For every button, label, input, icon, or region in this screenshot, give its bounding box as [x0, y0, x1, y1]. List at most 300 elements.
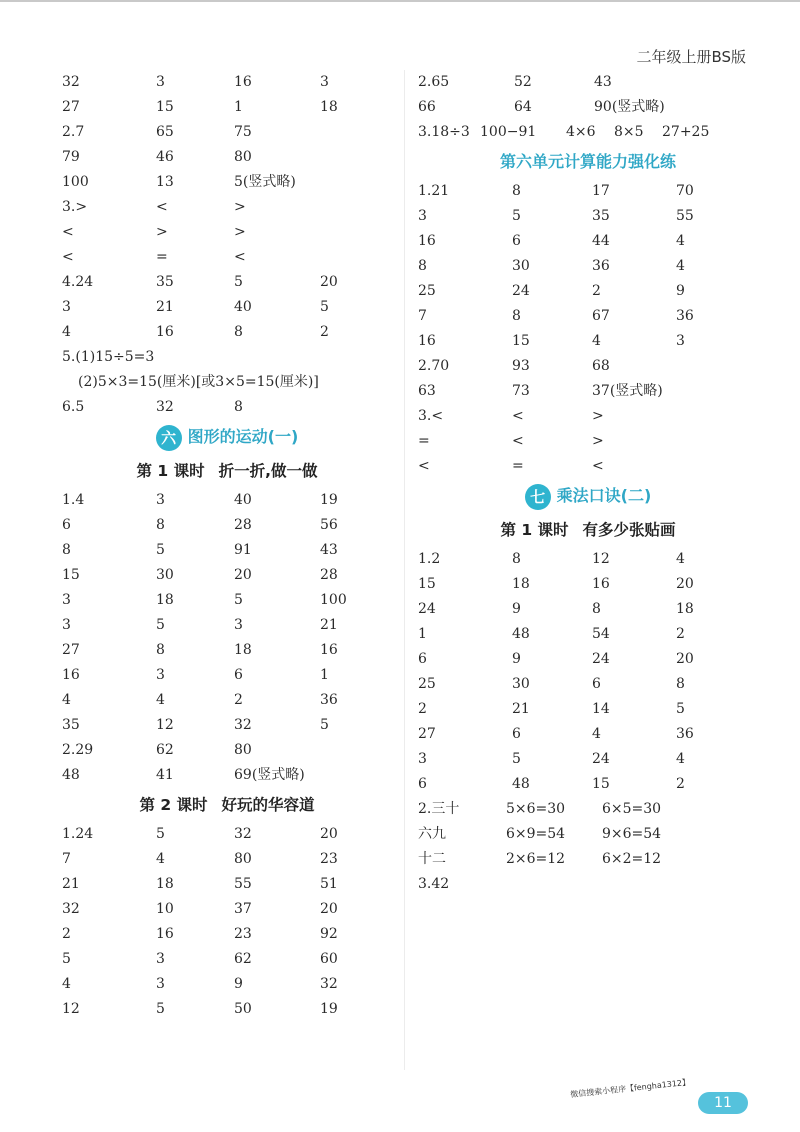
answer-row	[418, 254, 758, 279]
answer-cell: 6.5	[62, 399, 85, 415]
answer-row	[62, 763, 392, 788]
answer-cell: 91	[234, 542, 252, 558]
answer-cell: 62	[156, 742, 174, 758]
answer-cell: 30	[156, 567, 174, 583]
answer-cell: 8	[592, 601, 601, 617]
answer-cell: 14	[592, 701, 610, 717]
answer-cell: 56	[320, 517, 338, 533]
answer-cell: 12	[156, 717, 174, 733]
answer-cell: 2	[592, 283, 601, 299]
answer-cell: 7	[418, 308, 427, 324]
answer-cell: 1.21	[418, 183, 450, 199]
answer-cell: =	[156, 249, 168, 265]
answer-cell: 18	[234, 642, 252, 658]
answer-cell: 30	[512, 258, 530, 274]
answer-row	[62, 947, 392, 972]
answer-row-q5-1	[62, 345, 392, 370]
answer-row	[62, 120, 392, 145]
answer-cell: 3	[156, 492, 165, 508]
answer-cell: <	[156, 199, 168, 215]
answer-cell: 52	[514, 74, 532, 90]
answer-cell: 40	[234, 492, 252, 508]
answer-row	[418, 747, 758, 772]
answer-cell: 25	[418, 283, 436, 299]
answer-cell: 20	[320, 901, 338, 917]
answer-cell: 3	[156, 74, 165, 90]
answer-cell: 9	[676, 283, 685, 299]
answer-cell: 60	[320, 951, 338, 967]
answer-cell: 41	[156, 767, 174, 783]
lesson-2-title	[62, 788, 392, 822]
answer-cell: >	[592, 433, 604, 449]
answer-cell: 3	[418, 208, 427, 224]
answer-cell: 2.7	[62, 124, 85, 140]
answer-cell: 80	[234, 149, 252, 165]
answer-cell: 5	[320, 299, 329, 315]
answer-cell: 1	[320, 667, 329, 683]
answer-cell: <	[62, 224, 74, 240]
answer-row	[62, 922, 392, 947]
answer-text: 3.42	[418, 876, 450, 892]
answer-cell: 100−91	[480, 124, 537, 140]
answer-cell: 16	[234, 74, 252, 90]
answer-row	[62, 588, 392, 613]
answer-row	[62, 170, 392, 195]
answer-cell: 9	[512, 651, 521, 667]
answer-cell: 36	[592, 258, 610, 274]
answer-cell: 63	[418, 383, 436, 399]
lesson-name: 有多少张贴画	[582, 521, 676, 539]
answer-cell: 23	[320, 851, 338, 867]
answer-cell: 69(竖式略)	[234, 767, 305, 783]
lesson-2-answers	[62, 822, 392, 1022]
answer-row	[418, 70, 758, 95]
left-column	[62, 70, 392, 1022]
answer-cell: 4	[676, 751, 685, 767]
answer-cell: 6	[512, 233, 521, 249]
answer-cell: 36	[676, 726, 694, 742]
answer-cell: 48	[62, 767, 80, 783]
answer-cell: 92	[320, 926, 338, 942]
answer-row	[418, 404, 758, 429]
answer-cell: 1	[418, 626, 427, 642]
answer-cell: 16	[592, 576, 610, 592]
answer-cell: 35	[62, 717, 80, 733]
answer-cell: 15	[592, 776, 610, 792]
answer-cell: 1.2	[418, 551, 441, 567]
lesson-1-title-right	[418, 513, 758, 547]
answer-cell: 4	[62, 692, 71, 708]
answer-cell: 15	[418, 576, 436, 592]
answer-row	[62, 220, 392, 245]
unit-7-name: 乘法口诀(二)	[556, 486, 652, 505]
answer-block-top	[62, 70, 392, 345]
top-edge-rule	[0, 0, 800, 2]
answer-cell: 100	[320, 592, 347, 608]
answer-cell: 35	[156, 274, 174, 290]
answer-cell: >	[592, 408, 604, 424]
answer-cell: 48	[512, 776, 530, 792]
answer-cell: 2.三十	[418, 801, 460, 817]
answer-cell: 8	[156, 517, 165, 533]
answer-cell: 2.29	[62, 742, 94, 758]
section-answers	[418, 179, 758, 479]
answer-row	[418, 772, 758, 797]
answer-row	[418, 647, 758, 672]
answer-cell: 8	[512, 551, 521, 567]
answer-cell: 55	[676, 208, 694, 224]
answer-cell: 35	[592, 208, 610, 224]
answer-cell: 3.18÷3	[418, 124, 470, 140]
answer-cell: 21	[320, 617, 338, 633]
answer-cell: 4	[62, 976, 71, 992]
answer-cell: 25	[418, 676, 436, 692]
answer-cell: 8	[156, 642, 165, 658]
right-column	[418, 70, 758, 897]
lesson-1-answers	[62, 488, 392, 788]
answer-cell: 3	[676, 333, 685, 349]
answer-row	[62, 847, 392, 872]
answer-row	[418, 379, 758, 404]
answer-cell: 2	[62, 926, 71, 942]
answer-cell: 2	[418, 701, 427, 717]
answer-text: (2)5×3=15(厘米)[或3×5=15(厘米)]	[78, 374, 319, 390]
answer-row-q3-right	[418, 872, 758, 897]
answer-cell: 4	[592, 726, 601, 742]
answer-cell: 18	[156, 592, 174, 608]
answer-cell: 21	[156, 299, 174, 315]
lesson-number: 第 2 课时	[139, 796, 208, 814]
answer-cell: 1.4	[62, 492, 85, 508]
page-number: 11	[698, 1092, 748, 1114]
answer-cell: 5(竖式略)	[234, 174, 296, 190]
answer-cell: 5	[62, 951, 71, 967]
answer-row	[62, 295, 392, 320]
answer-cell: 8	[418, 258, 427, 274]
answer-row	[418, 597, 758, 622]
answer-cell: 10	[156, 901, 174, 917]
answer-cell: 4	[592, 333, 601, 349]
unit-6-title	[62, 420, 392, 454]
answer-cell: 15	[512, 333, 530, 349]
answer-cell: 12	[592, 551, 610, 567]
answer-cell: 6	[62, 517, 71, 533]
answer-cell: 30	[512, 676, 530, 692]
answer-row-q3	[418, 120, 758, 145]
section-title: 第六单元计算能力强化练	[499, 152, 676, 171]
answer-cell: 62	[234, 951, 252, 967]
answer-row	[418, 279, 758, 304]
answer-row	[62, 270, 392, 295]
answer-cell: 8	[512, 308, 521, 324]
lesson-number: 第 1 课时	[500, 521, 569, 539]
answer-cell: 9	[234, 976, 243, 992]
answer-cell: =	[418, 433, 430, 449]
answer-row	[418, 572, 758, 597]
answer-cell: 2	[234, 692, 243, 708]
answer-cell: 6	[418, 776, 427, 792]
answer-cell: 5	[156, 826, 165, 842]
answer-cell: 65	[156, 124, 174, 140]
answer-row-q6	[62, 395, 392, 420]
answer-cell: 24	[592, 651, 610, 667]
answer-cell: 44	[592, 233, 610, 249]
answer-cell: 18	[320, 99, 338, 115]
answer-cell: 67	[592, 308, 610, 324]
answer-cell: 8	[62, 542, 71, 558]
answer-cell: 4	[676, 233, 685, 249]
answer-row	[62, 70, 392, 95]
answer-cell: 20	[676, 576, 694, 592]
answer-cell: <	[512, 408, 524, 424]
answer-cell: 4×6	[566, 124, 596, 140]
answer-row	[62, 195, 392, 220]
answer-cell: 2	[676, 626, 685, 642]
answer-cell: 37	[234, 901, 252, 917]
answer-row	[62, 513, 392, 538]
answer-row	[62, 563, 392, 588]
answer-cell: 6	[512, 726, 521, 742]
answer-cell: 16	[418, 333, 436, 349]
answer-row	[418, 697, 758, 722]
answer-cell: 27+25	[662, 124, 710, 140]
answer-cell: 17	[592, 183, 610, 199]
answer-row	[418, 672, 758, 697]
answer-cell: 6×5=30	[602, 801, 662, 817]
answer-cell: 6	[418, 651, 427, 667]
answer-cell: 79	[62, 149, 80, 165]
answer-cell: 8	[234, 399, 243, 415]
answer-row	[62, 897, 392, 922]
answer-cell: 六九	[418, 826, 446, 842]
answer-cell: 27	[418, 726, 436, 742]
answer-cell: 15	[62, 567, 80, 583]
answer-cell: 32	[62, 74, 80, 90]
answer-cell: 5	[156, 617, 165, 633]
answer-cell: 4	[676, 258, 685, 274]
answer-cell: 3	[320, 74, 329, 90]
answer-cell: 43	[594, 74, 612, 90]
answer-row	[418, 179, 758, 204]
answer-cell: >	[234, 199, 246, 215]
answer-cell: 43	[320, 542, 338, 558]
answer-cell: 46	[156, 149, 174, 165]
answer-cell: <	[234, 249, 246, 265]
answer-cell: 54	[592, 626, 610, 642]
answer-cell: 5	[234, 592, 243, 608]
answer-cell: 7	[62, 851, 71, 867]
lesson-1-answers-right	[418, 547, 758, 797]
answer-cell: <	[512, 433, 524, 449]
answer-row	[62, 488, 392, 513]
answer-cell: 24	[418, 601, 436, 617]
answer-row-q5-2	[62, 370, 392, 395]
answer-cell: 2	[676, 776, 685, 792]
answer-cell: <	[62, 249, 74, 265]
answer-cell: 27	[62, 642, 80, 658]
answer-cell: >	[156, 224, 168, 240]
answer-cell: 75	[234, 124, 252, 140]
answer-row	[418, 429, 758, 454]
lesson-number: 第 1 课时	[136, 462, 205, 480]
answer-row	[418, 847, 758, 872]
answer-cell: 5	[512, 751, 521, 767]
answer-cell: 16	[156, 324, 174, 340]
answer-cell: 73	[512, 383, 530, 399]
answer-row	[62, 822, 392, 847]
answer-cell: 9×6=54	[602, 826, 662, 842]
answer-cell: 100	[62, 174, 89, 190]
answer-row	[62, 95, 392, 120]
unit-6-badge: 六	[156, 425, 182, 451]
answer-block-top-right	[418, 70, 758, 120]
answer-cell: 19	[320, 1001, 338, 1017]
answer-cell: 36	[320, 692, 338, 708]
unit-7-title	[418, 479, 758, 513]
answer-cell: 24	[592, 751, 610, 767]
answer-row	[418, 354, 758, 379]
answer-cell: 32	[320, 976, 338, 992]
answer-cell: 32	[234, 826, 252, 842]
answer-row	[418, 204, 758, 229]
answer-cell: 5	[156, 542, 165, 558]
answer-cell: 8×5	[614, 124, 644, 140]
answer-cell: 5	[676, 701, 685, 717]
answer-cell: 13	[156, 174, 174, 190]
answer-cell: 18	[512, 576, 530, 592]
answer-cell: 32	[62, 901, 80, 917]
answer-cell: 8	[234, 324, 243, 340]
answer-row	[418, 547, 758, 572]
answer-cell: 3.<	[418, 408, 444, 424]
answer-cell: 十二	[418, 851, 446, 867]
column-divider	[404, 70, 405, 1070]
answer-row	[62, 972, 392, 997]
answer-cell: >	[234, 224, 246, 240]
answer-cell: 19	[320, 492, 338, 508]
answer-cell: 16	[418, 233, 436, 249]
unit-7-badge: 七	[525, 484, 551, 510]
answer-cell: 4	[156, 692, 165, 708]
answer-cell: 90(竖式略)	[594, 99, 665, 115]
lesson-name: 好玩的华容道	[221, 796, 315, 814]
answer-row	[62, 245, 392, 270]
answer-cell: 5×6=30	[506, 801, 566, 817]
answer-cell: 27	[62, 99, 80, 115]
answer-row	[418, 229, 758, 254]
answer-cell: 18	[156, 876, 174, 892]
answer-cell: 80	[234, 851, 252, 867]
answer-cell: 37(竖式略)	[592, 383, 663, 399]
answer-row	[62, 738, 392, 763]
answer-cell: 18	[676, 601, 694, 617]
answer-cell: 66	[418, 99, 436, 115]
answer-cell: 2×6=12	[506, 851, 566, 867]
answer-cell: 3	[418, 751, 427, 767]
answer-cell: 20	[320, 826, 338, 842]
answer-cell: 24	[512, 283, 530, 299]
answer-cell: 21	[62, 876, 80, 892]
answer-cell: 20	[320, 274, 338, 290]
answer-cell: 4	[62, 324, 71, 340]
answer-cell: 8	[512, 183, 521, 199]
answer-cell: <	[418, 458, 430, 474]
answer-row	[418, 797, 758, 822]
answer-row	[62, 688, 392, 713]
watermark-text: 微信搜索小程序【fengha1312】	[569, 1077, 691, 1100]
answer-cell: 3.>	[62, 199, 88, 215]
answer-cell: 5	[512, 208, 521, 224]
answer-cell: 93	[512, 358, 530, 374]
answer-cell: 16	[62, 667, 80, 683]
answer-row	[418, 822, 758, 847]
answer-cell: <	[592, 458, 604, 474]
answer-row	[62, 320, 392, 345]
lesson-1-title	[62, 454, 392, 488]
answer-cell: 12	[62, 1001, 80, 1017]
answer-row	[418, 329, 758, 354]
answer-cell: 55	[234, 876, 252, 892]
answer-row	[62, 638, 392, 663]
answer-cell: 6	[234, 667, 243, 683]
answer-row	[418, 95, 758, 120]
answer-row	[62, 538, 392, 563]
answer-cell: 3	[234, 617, 243, 633]
answer-cell: 16	[156, 926, 174, 942]
answer-cell: 4	[156, 851, 165, 867]
answer-cell: 32	[234, 717, 252, 733]
answer-cell: 3	[156, 976, 165, 992]
answer-cell: 16	[320, 642, 338, 658]
answer-cell: 21	[512, 701, 530, 717]
answer-cell: 20	[234, 567, 252, 583]
answer-cell: 4	[676, 551, 685, 567]
answer-cell: 5	[234, 274, 243, 290]
answer-cell: 3	[156, 951, 165, 967]
answer-cell: 70	[676, 183, 694, 199]
answer-row	[62, 613, 392, 638]
answer-cell: 2	[320, 324, 329, 340]
answer-cell: 36	[676, 308, 694, 324]
answer-cell: 6×2=12	[602, 851, 662, 867]
answer-cell: 8	[676, 676, 685, 692]
answer-cell: 3	[62, 299, 71, 315]
unit-6-name: 图形的运动(一)	[187, 427, 299, 446]
answer-cell: 3	[156, 667, 165, 683]
answer-text: 5.(1)15÷5=3	[62, 349, 155, 365]
lesson-name: 折一折,做一做	[218, 462, 318, 480]
answer-row	[62, 713, 392, 738]
answer-cell: 40	[234, 299, 252, 315]
answer-cell: 5	[320, 717, 329, 733]
answer-row	[418, 722, 758, 747]
answer-cell: 28	[320, 567, 338, 583]
answer-row	[62, 872, 392, 897]
answer-cell: 5	[156, 1001, 165, 1017]
answer-cell: 1.24	[62, 826, 94, 842]
answer-cell: 28	[234, 517, 252, 533]
answer-cell: 68	[592, 358, 610, 374]
answer-cell: 51	[320, 876, 338, 892]
answer-row	[62, 663, 392, 688]
answer-cell: 20	[676, 651, 694, 667]
answer-row	[418, 454, 758, 479]
answer-cell: 64	[514, 99, 532, 115]
answer-cell: 80	[234, 742, 252, 758]
answer-row	[418, 304, 758, 329]
answer-cell: 6	[592, 676, 601, 692]
answer-cell: 4.24	[62, 274, 94, 290]
